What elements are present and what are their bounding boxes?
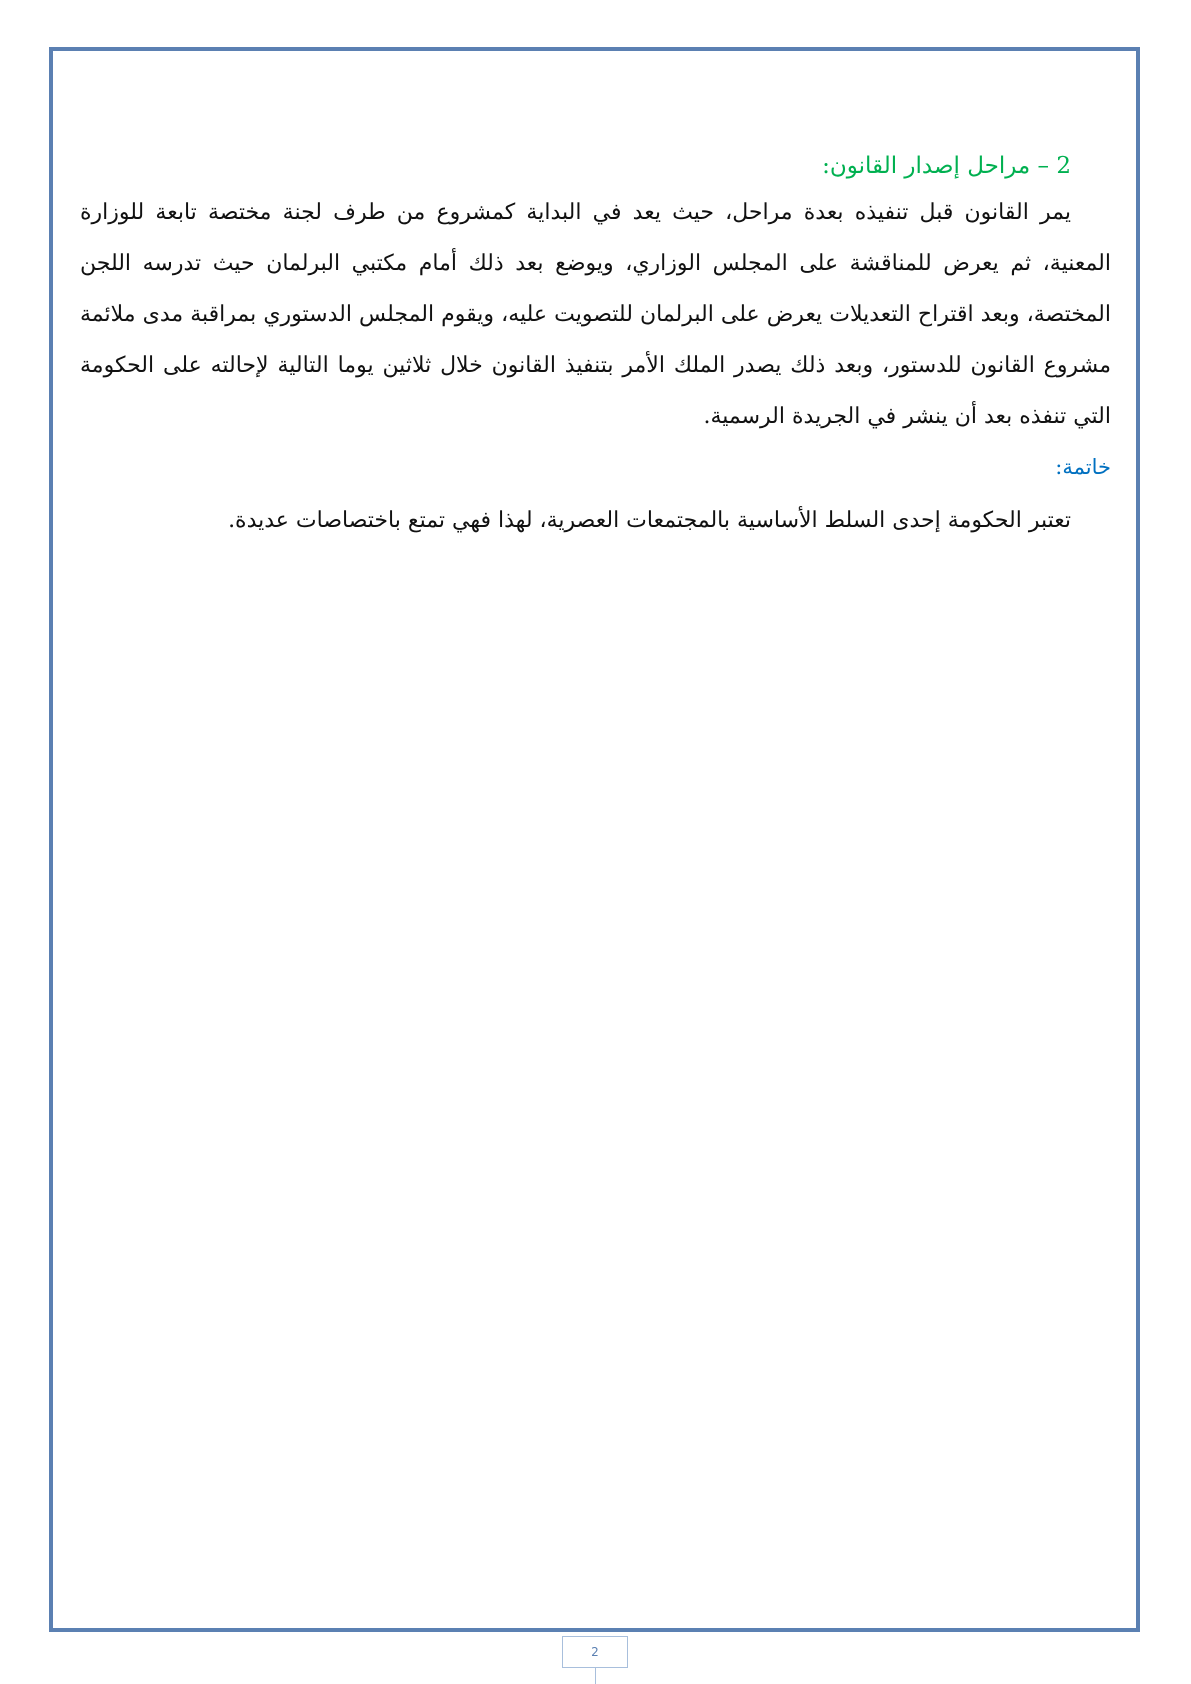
body-paragraph: يمر القانون قبل تنفيذه بعدة مراحل، حيث يعد في البداية كمشروع من طرف لجنة مختصة تابعة للوزارة المعنية، ثم يعرض للمناقشة على المجلس الوزاري، ويوضع بعد ذلك أمام مكتبي البرلمان حيث تدرسه اللجن المختصة، وبعد اقتراح التعديلات يعرض على البرلمان للتصويت عليه، ويقوم المجلس الدستوري بمراقبة مدى ملائمة مشروع القانون للدستور، وبعد ذلك يصدر الملك الأمر بتنفيذ القانون خلال ثلاثين يوما التالية لإحالته على الحكومة التي تنفذه بعد أن ينشر في الجريدة الرسمية.	[80, 200, 1111, 429]
document-body	[80, 145, 1111, 546]
section-heading: 2 – مراحل إصدار القانون:	[822, 153, 1071, 179]
conclusion-text: تعتبر الحكومة إحدى السلط الأساسية بالمجتمعات العصرية، لهذا فهي تمتع باختصاصات عديدة.	[228, 508, 1071, 533]
page-number-divider	[595, 1668, 596, 1684]
conclusion-heading: خاتمة:	[1055, 455, 1111, 479]
page-number: 2	[562, 1636, 628, 1668]
